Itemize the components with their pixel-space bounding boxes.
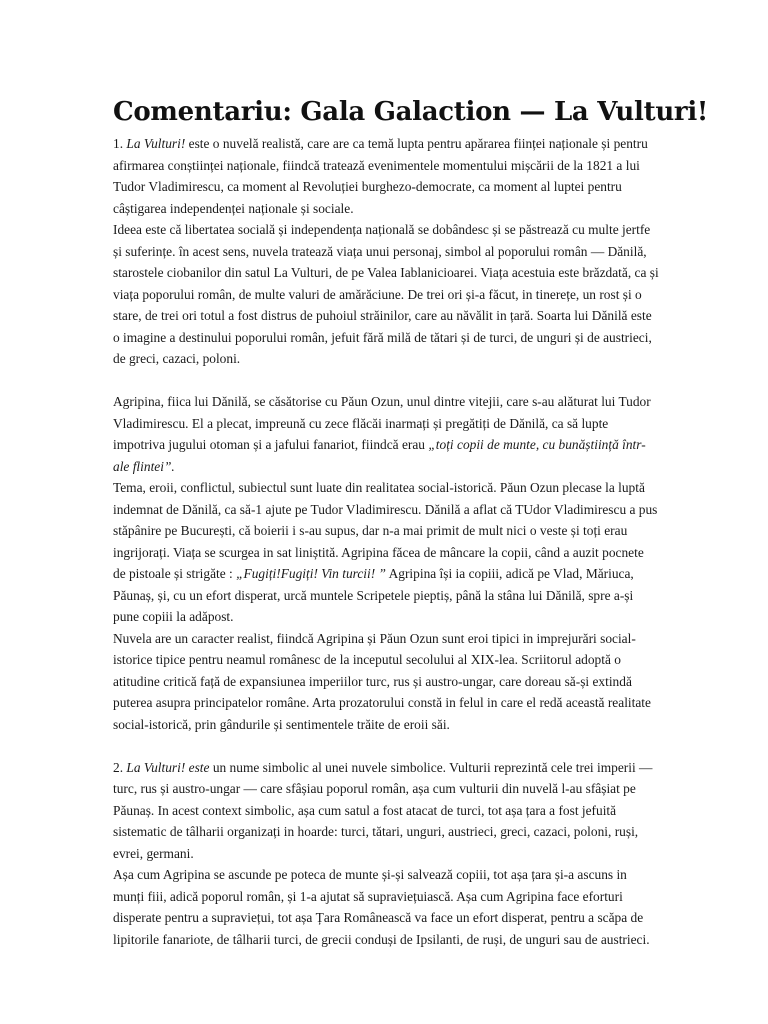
text-run: 1. <box>113 136 127 151</box>
document-body <box>113 133 659 950</box>
paragraph <box>113 864 659 950</box>
italic-text: La Vulturi! este <box>126 759 210 775</box>
italic-text: „Fugiți!Fugiți! Vin turcii! ” <box>236 566 386 581</box>
text-run: Agripina, fiica lui Dănilă, se căsătorise cu Păun Ozun, unul dintre vitejii, care s-au alăturat lui Tudor Vladimirescu. El a plecat, impreună cu zece flăcăi inarmați și pregătiți de Dănilă, ca să lupte impotriva jugului otoman și a jafului fanariot, fiindcă erau <box>113 394 651 452</box>
text-run: un nume simbolic al unei nuvele simbolice. Vulturii reprezintă cele trei imperii — turc, rus și austro-ungar — care sfâșiau poporul român, așa cum vulturii din nuvelă l-au sfâșiat pe Păunaș. In acest context simbolic, așa cum satul a fost atacat de turci, tot așa țara a fost jefuită sistematic de tâlharii organizați in hoarde: turci, tătari, unguri, austrieci, greci, cazaci, poloni, ruși, evrei, germani. <box>113 759 653 861</box>
paragraph <box>113 391 659 477</box>
paragraph <box>113 219 659 370</box>
text-run: Tema, eroii, conflictul, subiectul sunt luate din realitatea social-istorică. Păun Ozun plecase la luptă indemnat de Dănilă, ca să-1 ajute pe Tudor Vladimirescu. Dănilă a aflat că TUdor Vladimirescu a pus stăpânire pe București, că boierii i s-au supus, dar n-a mai primit de mult nici o veste și toți erau ingrijorați. Viața se scurgea in sat liniștită. Agripina făcea de mâncare la copii, când a auzit pocnete de pistoale și strigăte : <box>113 480 658 581</box>
paragraph-spacer <box>113 735 659 757</box>
paragraph <box>113 133 659 219</box>
paragraph <box>113 477 659 628</box>
text-run: Nuvela are un caracter realist, fiindcă Agripina și Păun Ozun sunt eroi tipici in imprejurări social-istorice tipice pentru neamul românesc de la inceputul secolului al XIX-lea. Scriitorul adoptă o atitudine critică față de expansiunea imperiilor turc, rus și austro-ungar, care doreau să-și extindă puterea asupra principatelor române. Arta prozatorului constă in felul in care el redă această realitate social-istorică, prin gândurile și sentimentele trăite de eroii săi. <box>113 630 651 732</box>
text-run: 2. <box>113 759 127 775</box>
text-run: este o nuvelă realistă, care are ca temă lupta pentru apărarea ființei naționale și pentru afirmarea conștiinței naționale, fiindcă tratează evenimentele momentului mișcării de la 1821 a lui Tudor Vladimirescu, ca moment al Revoluției burghezo-democrate, ca moment al luptei pentru câștigarea independenței naționale și sociale. <box>113 136 648 216</box>
paragraph <box>113 757 659 865</box>
italic-text: „toți copii de munte, cu bunăștiință într-ale flintei”. <box>113 437 646 474</box>
page-title: Comentariu: Gala Galaction — La Vulturi! <box>113 97 709 127</box>
text-run: Așa cum Agripina se ascunde pe poteca de munte și-și salvează copiii, tot așa țara și-a ascuns in munți fiii, adică poporul român, și 1-a ajutat să supraviețuiască. Așa cum Agripina face eforturi disperate pentru a supraviețui, tot așa Țara Românească va face un efort disperat, pentru a scăpa de lipitorile fanariote, de tâlharii turci, de grecii conduși de Ipsilanti, de ruși, de unguri sau de austrieci. <box>113 867 650 947</box>
italic-text: La Vulturi! <box>126 136 186 151</box>
paragraph-spacer <box>113 370 659 392</box>
text-run: Agripina își ia copiii, adică pe Vlad, Măriuca, Păunaș, și, cu un efort disperat, urcă muntele Scripetele pieptiș, până la stâna lui Dănilă, spre a-și pune copiii la adăpost. <box>113 566 634 624</box>
paragraph <box>113 628 659 736</box>
text-run: Ideea este că libertatea socială și independența națională se dobândesc și se păstrează cu multe jertfe și suferințe. în acest sens, nuvela tratează viața unui personaj, simbol al poporului român — Dănilă, starostele ciobanilor din satul La Vulturi, de pe Valea Iablanicioarei. Viața acestuia este brăzdată, ca și viața poporului român, de multe valuri de amărăciune. De trei ori și-a făcut, in tinerețe, un rost și o stare, de trei ori totul a fost distrus de puhoiul străinilor, care au năvălit in țară. Soarta lui Dănilă este o imagine a destinului poporului român, jefuit fără milă de tătari și de turci, de unguri și de austrieci, de greci, cazaci, poloni. <box>113 222 659 366</box>
